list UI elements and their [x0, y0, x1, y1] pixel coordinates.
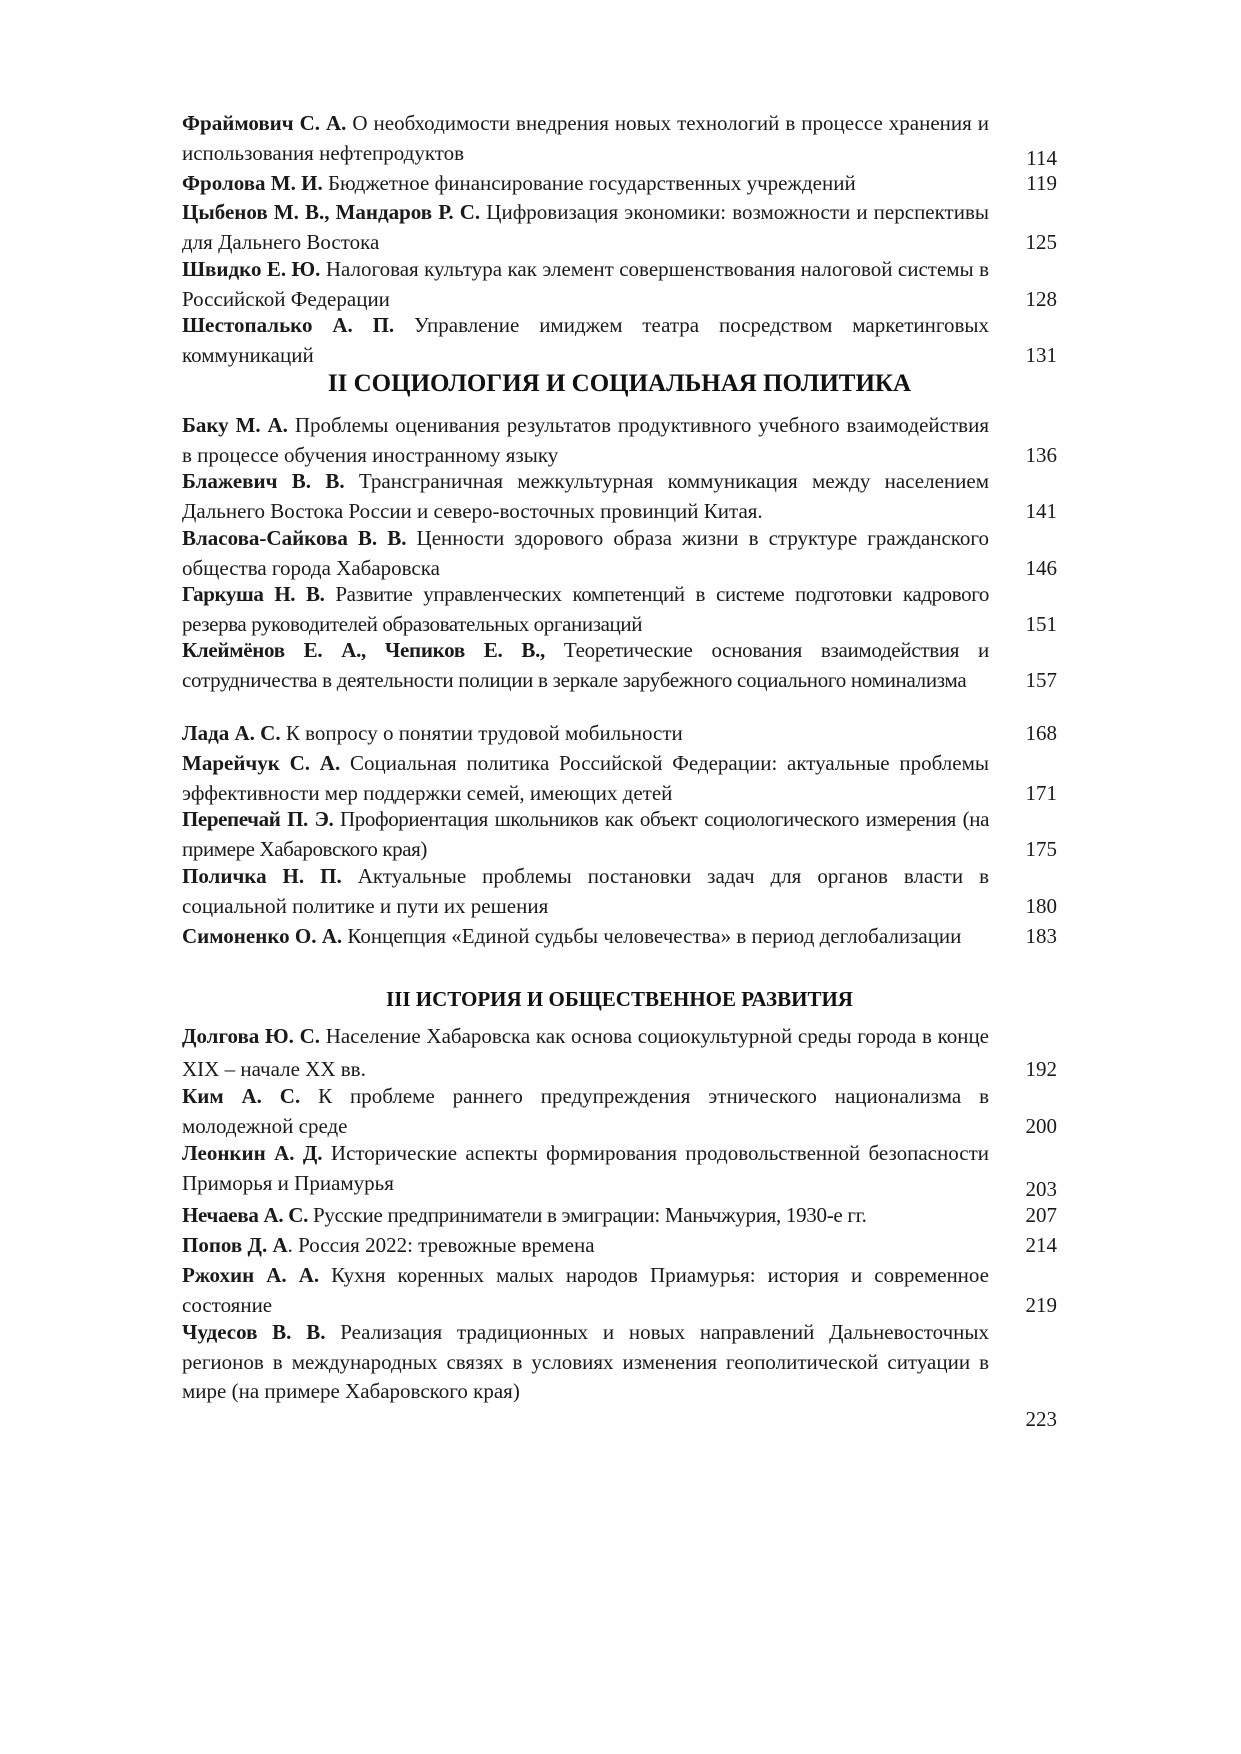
entry-author: Клеймёнов Е. А., Чепиков Е. В.,: [182, 638, 545, 662]
toc-entry: [182, 1082, 1057, 1141]
entry-page-number: 223: [1025, 1407, 1057, 1431]
entry-page-number: 207: [1025, 1203, 1057, 1227]
toc-entry: [182, 1201, 1057, 1231]
entry-author: Поличка Н. П.: [182, 864, 342, 888]
entry-author: Попов Д. А: [182, 1233, 288, 1257]
entry-page-number: 136: [1025, 442, 1057, 467]
entry-author: Нечаева А. С.: [182, 1203, 309, 1227]
entry-title: Управление имиджем театра посредством маркетинговых коммуникаций: [182, 313, 989, 367]
entry-author: Ким А. С.: [182, 1084, 301, 1108]
entry-page-number: 128: [1025, 286, 1057, 311]
entry-page-number: 203: [1025, 1176, 1057, 1201]
toc-entry: [182, 1139, 1057, 1201]
entry-author: Баку М. А.: [182, 413, 288, 437]
entry-title: Население Хабаровска как основа социокультурной среды города в конце XIX – начале XX вв.: [182, 1024, 989, 1081]
entry-author: Шестопалько А. П.: [182, 313, 395, 337]
toc-entry: [182, 411, 1057, 470]
entry-page-number: 192: [1025, 1057, 1057, 1081]
section-heading: III ИСТОРИЯ И ОБЩЕСТВЕННОЕ РАЗВИТИЯ: [386, 987, 853, 1011]
toc-entry: [182, 580, 1057, 639]
entry-title: Ценности здорового образа жизни в структуре гражданского общества города Хабаровска: [182, 526, 989, 580]
entry-author: Лада А. С.: [182, 721, 281, 745]
toc-entry: [182, 169, 1057, 199]
entry-author: Перепечай П. Э.: [182, 807, 334, 831]
entry-title: Исторические аспекты формирования продовольственной безопасности Приморья и Приамурья: [182, 1141, 989, 1195]
entry-title: К вопросу о понятии трудовой мобильности: [280, 721, 683, 745]
entry-title: Реализация традиционных и новых направлений Дальневосточных регионов в международных связях в условиях изменения геополитической ситуации в мире (на примере Хабаровского края): [182, 1320, 989, 1403]
toc-entry: [182, 1318, 1057, 1431]
section-heading: II СОЦИОЛОГИЯ И СОЦИАЛЬНАЯ ПОЛИТИКА: [327, 370, 912, 397]
entry-page-number: 125: [1025, 229, 1057, 254]
toc-entry: [182, 524, 1057, 583]
entry-title: Социальная политика Российской Федерации: актуальные проблемы эффективности мер поддержки семей, имеющих детей: [182, 751, 989, 805]
entry-author: Блажевич В. В.: [182, 469, 345, 493]
entry-page-number: 141: [1025, 498, 1057, 523]
entry-page-number: 171: [1025, 780, 1057, 805]
entry-author: Фраймович С. А.: [182, 111, 347, 135]
entry-title: Актуальные проблемы постановки задач для органов власти в социальной политике и пути их решения: [182, 864, 990, 918]
entry-author: Леонкин А. Д.: [182, 1141, 323, 1165]
entry-author: Марейчук С. А.: [182, 751, 341, 775]
entry-page-number: 183: [1025, 924, 1057, 948]
entry-page-number: 175: [1025, 836, 1057, 861]
entry-title: Налоговая культура как элемент совершенствования налоговой системы в Российской Федерации: [182, 257, 989, 311]
entry-author: Долгова Ю. С.: [182, 1024, 321, 1048]
entry-title: Кухня коренных малых народов Приамурья: история и современное состояние: [182, 1263, 989, 1317]
entry-title: . Россия 2022: тревожные времена: [287, 1233, 595, 1257]
entry-page-number: 168: [1025, 721, 1057, 745]
entry-title: Трансграничная межкультурная коммуникация между населением Дальнего Востока России и северо-восточных провинций Китая.: [182, 469, 989, 523]
entry-page-number: 180: [1025, 893, 1057, 918]
entry-author: Гаркуша Н. В.: [182, 582, 325, 606]
entry-page-number: 157: [1025, 667, 1057, 692]
entry-page-number: 214: [1025, 1233, 1057, 1257]
entry-page-number: 114: [1026, 145, 1057, 170]
toc-entry: [182, 1020, 1057, 1086]
entry-title: Русские предприниматели в эмиграции: Маньчжурия, 1930-е гг.: [308, 1203, 867, 1227]
toc-entry: [182, 922, 1057, 952]
entry-title: К проблеме раннего предупреждения этнического национализма в молодежной среде: [182, 1084, 989, 1138]
toc-entry: [182, 636, 1057, 695]
entry-author: Швидко Е. Ю.: [182, 257, 321, 281]
entry-author: Фролова М. И.: [182, 171, 323, 195]
entry-page-number: 151: [1025, 611, 1057, 636]
entry-page-number: 119: [1026, 171, 1057, 195]
entry-author: Власова-Сайкова В. В.: [182, 526, 407, 550]
entry-title: Бюджетное финансирование государственных учреждений: [322, 171, 856, 195]
entry-title: Теоретические основания взаимодействия и сотрудничества в деятельности полиции в зеркале зарубежного социального номинализма: [182, 638, 989, 692]
entry-title: Концепция «Единой судьбы человечества» в период деглобализации: [342, 924, 962, 948]
entry-title: Развитие управленческих компетенций в системе подготовки кадрового резерва руководителей образовательных организаций: [182, 582, 989, 636]
toc-entry: [182, 749, 1057, 808]
toc-entry: [182, 109, 1057, 168]
entry-author: Симоненко О. А.: [182, 924, 343, 948]
entry-title: О необходимости внедрения новых технологий в процессе хранения и использования нефтепродуктов: [182, 111, 989, 165]
entry-author: Чудесов В. В.: [182, 1320, 326, 1344]
toc-entry: [182, 805, 1057, 864]
entry-page-number: 146: [1025, 555, 1057, 580]
entry-author: Ржохин А. А.: [182, 1263, 320, 1287]
toc-entry: [182, 311, 1057, 370]
toc-entry: [182, 1261, 1057, 1320]
toc-entry: [182, 862, 1057, 921]
toc-entry: [182, 198, 1057, 257]
entry-page-number: 200: [1025, 1113, 1057, 1138]
toc-entry: [182, 255, 1057, 314]
entry-title: Профориентация школьников как объект социологического измерения (на примере Хабаровского края): [182, 807, 990, 861]
entry-page-number: 131: [1025, 342, 1057, 367]
entry-page-number: 219: [1025, 1292, 1057, 1317]
entry-title: Цифровизация экономики: возможности и перспективы для Дальнего Востока: [182, 200, 989, 254]
toc-entry: [182, 719, 1057, 749]
toc-entry: [182, 1231, 1057, 1261]
entry-title: Проблемы оценивания результатов продуктивного учебного взаимодействия в процессе обучения иностранному языку: [182, 413, 989, 467]
toc-entry: [182, 467, 1057, 526]
entry-author: Цыбенов М. В., Мандаров Р. С.: [182, 200, 481, 224]
